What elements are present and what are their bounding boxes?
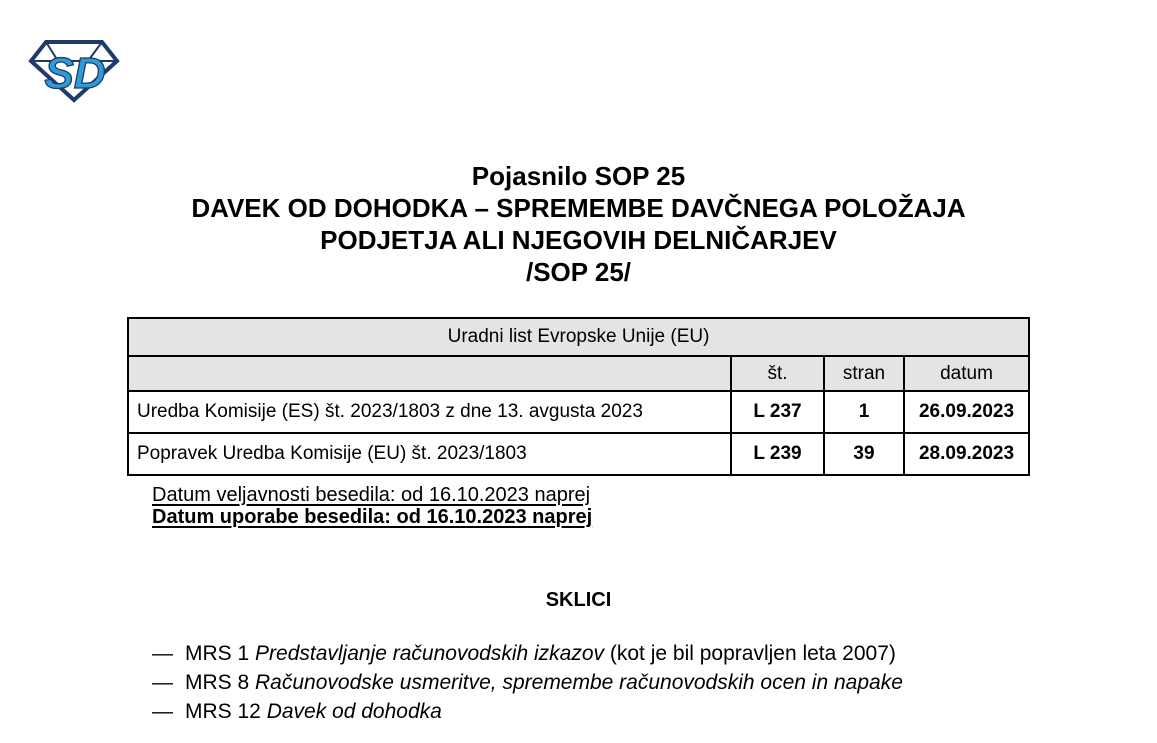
- references-heading: SKLICI: [545, 589, 612, 611]
- row-st: L 237: [731, 391, 824, 433]
- header-empty-cell: [128, 356, 731, 391]
- row-name: Popravek Uredba Komisije (EU) št. 2023/1803: [128, 433, 731, 475]
- reference-title-italic: Računovodske usmeritve, spremembe računovodskih ocen in napake: [255, 671, 903, 694]
- application-date-line: Datum uporabe besedila: od 16.10.2023 naprej: [152, 506, 593, 528]
- reference-item: [152, 639, 903, 668]
- row-stran: 39: [824, 433, 904, 475]
- em-dash: —: [152, 671, 173, 694]
- reference-prefix: MRS 1: [185, 642, 256, 665]
- table-caption: Uradni list Evropske Unije (EU): [128, 318, 1029, 356]
- row-st: L 239: [731, 433, 824, 475]
- validity-dates: [152, 484, 592, 528]
- logo-letters: SD: [44, 49, 106, 98]
- table-caption-row: [128, 318, 1029, 356]
- row-datum: 26.09.2023: [904, 391, 1029, 433]
- table-header-row: [128, 356, 1029, 391]
- reference-item: [152, 697, 903, 726]
- title-line-2: DAVEK OD DOHODKA – SPREMEMBE DAVČNEGA POLOŽAJA: [191, 193, 966, 223]
- reference-title-italic: Predstavljanje računovodskih izkazov: [255, 642, 605, 665]
- table-row: [128, 391, 1029, 433]
- reference-prefix: MRS 12: [185, 700, 267, 723]
- row-name: Uredba Komisije (ES) št. 2023/1803 z dne 13. avgusta 2023: [128, 391, 731, 433]
- title-line-1: Pojasnilo SOP 25: [471, 161, 686, 191]
- references-list: [152, 639, 903, 726]
- title-line-4: /SOP 25/: [525, 257, 632, 287]
- em-dash: —: [152, 700, 173, 723]
- reference-title-italic: Davek od dohodka: [266, 700, 442, 723]
- official-journal-table: [127, 317, 1030, 476]
- table-row: [128, 433, 1029, 475]
- reference-prefix: MRS 8: [185, 671, 256, 694]
- header-st: št.: [731, 356, 824, 391]
- validity-date-line: Datum veljavnosti besedila: od 16.10.2023 naprej: [152, 484, 591, 506]
- document-title: [0, 160, 1157, 288]
- reference-item: [152, 668, 903, 697]
- em-dash: —: [152, 642, 173, 665]
- row-stran: 1: [824, 391, 904, 433]
- row-datum: 28.09.2023: [904, 433, 1029, 475]
- header-stran: stran: [824, 356, 904, 391]
- header-datum: datum: [904, 356, 1029, 391]
- reference-suffix: (kot je bil popravljen leta 2007): [604, 642, 896, 665]
- title-line-3: PODJETJA ALI NJEGOVIH DELNIČARJEV: [320, 225, 837, 255]
- sd-diamond-logo-icon: [28, 38, 120, 104]
